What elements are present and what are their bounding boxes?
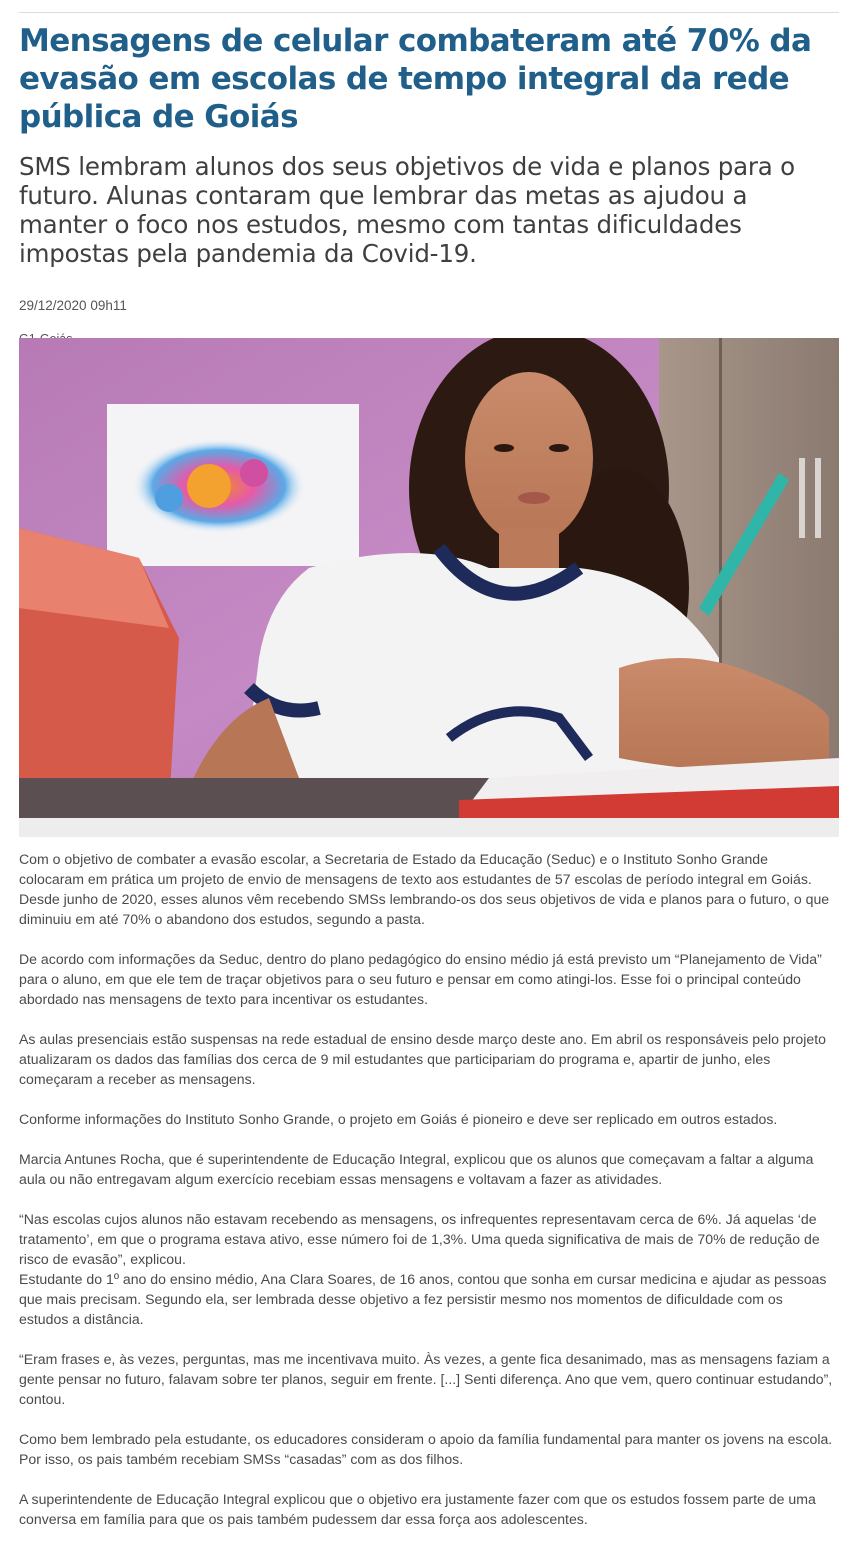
- article-paragraph: As aulas presenciais estão suspensas na rede estadual de ensino desde março deste ano. Em abril os responsáveis pelo projeto atualizaram os dados das famílias dos cerca de 9 mil estudantes que participariam do programa e, apartir de junho, eles começaram a receber as mensagens.: [19, 1031, 826, 1087]
- article-subtitle: SMS lembram alunos dos seus objetivos de vida e planos para o futuro. Alunas contaram que lembrar das metas as ajudou a manter o foco nos estudos, mesmo com tantas dificuldades impostas pela pandemia da Covid-19.: [19, 152, 795, 268]
- article-header: [19, 22, 831, 346]
- article-paragraph: A superintendente de Educação Integral explicou que o objetivo era justamente fazer com que os estudos fossem parte de uma conversa em família para que os pais também pudessem dar essa força aos adolescentes.: [19, 1491, 816, 1527]
- article-paragraph: Com o objetivo de combater a evasão escolar, a Secretaria de Estado da Educação (Seduc) e o Instituto Sonho Grande colocaram em prática um projeto de envio de mensagens de texto aos estudantes de 57 escolas de período integral em Goiás. Desde junho de 2020, esses alunos vêm recebendo SMSs lembrando-os dos seus objetivos de vida e planos para o futuro, o que diminuiu em até 70% o abandono dos estudos, segundo a pasta.: [19, 851, 830, 927]
- top-divider: [19, 12, 839, 13]
- article-photo: [19, 338, 839, 837]
- student-writing-photo: [19, 338, 839, 818]
- article-paragraph: Conforme informações do Instituto Sonho Grande, o projeto em Goiás é pioneiro e deve ser replicado em outros estados.: [19, 1111, 778, 1127]
- article-paragraph: De acordo com informações da Seduc, dentro do plano pedagógico do ensino médio já está previsto um “Planejamento de Vida” para o aluno, em que ele tem de traçar objetivos para o seu futuro e pensar em como atingi-los. Esse foi o principal conteúdo abordado nas mensagens de texto para incentivar os estudantes.: [19, 951, 822, 1007]
- article-paragraph: Marcia Antunes Rocha, que é superintendente de Educação Integral, explicou que os alunos que começavam a faltar a alguma aula ou não entregavam algum exercício recebiam essas mensagens e voltavam a fazer as atividades.: [19, 1151, 814, 1187]
- article-paragraph: Estudante do 1º ano do ensino médio, Ana Clara Soares, de 16 anos, contou que sonha em cursar medicina e ajudar as pessoas que mais precisam. Segundo ela, ser lembrada desse objetivo a fez persistir mesmo nos momentos de dificuldade com os estudos a distância.: [19, 1271, 827, 1327]
- article-body: [19, 849, 834, 1549]
- article-paragraph: Como bem lembrado pela estudante, os educadores consideram o apoio da família fundamental para manter os jovens na escola. Por isso, os pais também recebiam SMSs “casadas” com as dos filhos.: [19, 1431, 833, 1467]
- article-title: Mensagens de celular combateram até 70% da evasão em escolas de tempo integral da rede pública de Goiás: [19, 23, 812, 135]
- article-paragraph: “Eram frases e, às vezes, perguntas, mas me incentivava muito. Às vezes, a gente fica desanimado, mas as mensagens faziam a gente pensar no futuro, falavam sobre ter planos, seguir em frente. [...] Senti diferença. Ano que vem, quero continuar estudando”, contou.: [19, 1351, 833, 1407]
- article-paragraph: “Nas escolas cujos alunos não estavam recebendo as mensagens, os infrequentes representavam cerca de 6%. Já aquelas ‘de tratamento’, em que o programa estava ativo, esse número foi de 1,3%. Uma queda significativa de mais de 70% de redução de risco de evasão”, explicou.: [19, 1211, 820, 1267]
- publish-date: 29/12/2020 09h11: [19, 298, 127, 313]
